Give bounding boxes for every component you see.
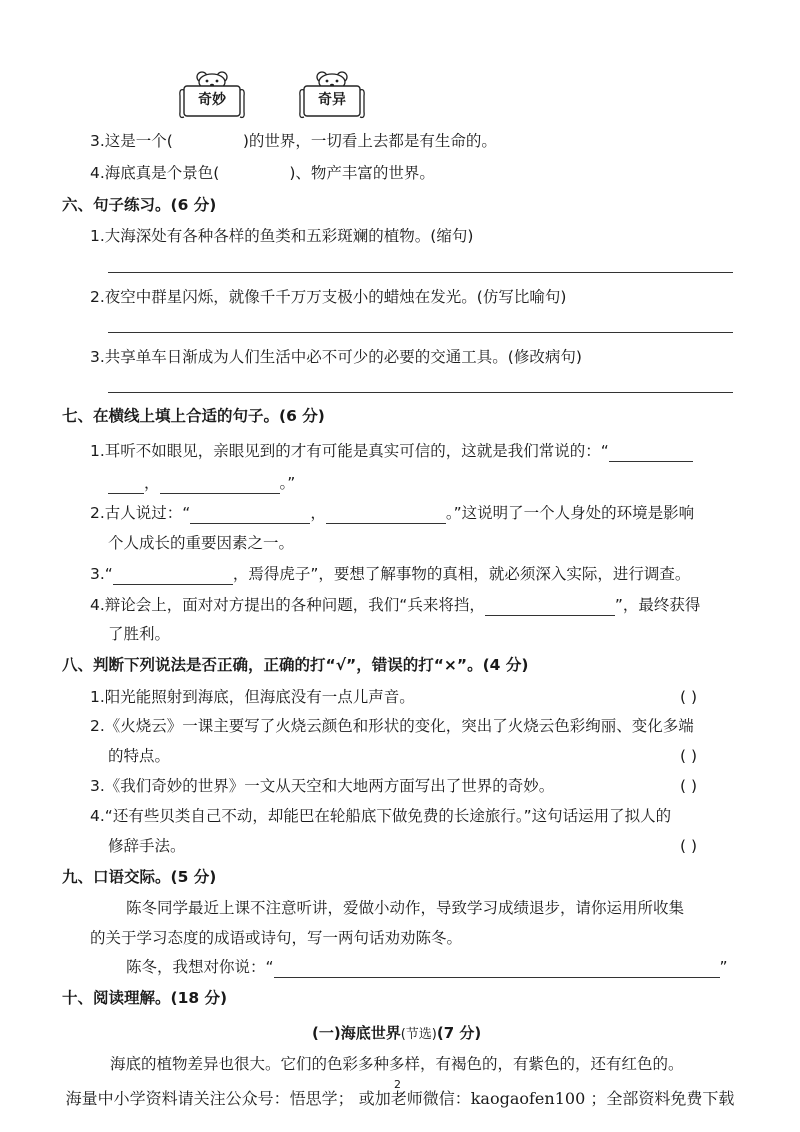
sec8-q4a: 4.“还有些贝类自己不动，却能巴在轮船底下做免费的长途旅行。”这句话运用了拟人的 <box>90 807 672 825</box>
q5-item-3: 3.这是一个( )的世界，一切看上去都是有生命的。 <box>90 132 497 150</box>
fill-blank[interactable] <box>485 597 615 616</box>
word-card-1 <box>178 68 246 120</box>
footer-banner: 海量中小学资料请关注公众号：悟思学； 或加老师微信：kaogaofen100 ；全部资料免费下载 <box>65 1089 735 1108</box>
sec7-q2a: 2.古人说过：“ ， 。”这说明了一个人身处的环境是影响 <box>90 504 695 522</box>
sec7-q4a: 4.辩论会上，面对对方提出的各种问题，我们“兵来将挡， ”，最终获得 <box>90 596 701 614</box>
sec8-q2b: 的特点。 <box>108 747 171 765</box>
fill-blank[interactable] <box>113 566 233 585</box>
page-number: 2 <box>394 1078 401 1091</box>
answer-line[interactable] <box>108 332 733 333</box>
sec6-item-3: 3.共享单车日渐成为人们生活中必不可少的必要的交通工具。(修改病句) <box>90 348 582 366</box>
sec8-q2a: 2.《火烧云》一课主要写了火烧云颜色和形状的变化，突出了火烧云色彩绚丽、变化多端 <box>90 717 694 735</box>
answer-line[interactable] <box>108 272 733 273</box>
sec7-q4b: 了胜利。 <box>108 625 171 643</box>
reading-subtitle: (一)海底世界(节选)(7 分) <box>312 1024 482 1042</box>
reading-paragraph: 海底的植物差异也很大。它们的色彩多种多样，有褐色的，有紫色的，还有红色的。 <box>110 1055 684 1073</box>
section-6-title: 六、句子练习。(6 分) <box>62 196 217 214</box>
answer-line[interactable] <box>108 392 733 393</box>
sec8-q3: 3.《我们奇妙的世界》一文从天空和大地两方面写出了世界的奇妙。 <box>90 777 555 795</box>
sec8-q4b: 修辞手法。 <box>108 837 186 855</box>
section-10-title: 十、阅读理解。(18 分) <box>62 989 228 1007</box>
fill-blank[interactable] <box>108 475 144 494</box>
section-7-title: 七、在横线上填上合适的句子。(6 分) <box>62 407 325 425</box>
sec7-q1a: 1.耳听不如眼见，亲眼见到的才有可能是真实可信的，这就是我们常说的：“ <box>90 440 693 462</box>
sec8-q1: 1.阳光能照射到海底，但海底没有一点儿声音。 <box>90 688 415 706</box>
answer-paren[interactable]: ( ) <box>680 777 698 795</box>
sec9-paragraph-3: 陈冬，我想对你说：“ ” <box>126 958 728 976</box>
sec6-item-2: 2.夜空中群星闪烁，就像千千万万支极小的蜡烛在发光。(仿写比喻句) <box>90 288 567 306</box>
sec6-item-1: 1.大海深处有各种各样的鱼类和五彩斑斓的植物。(缩句) <box>90 227 474 245</box>
word-card-2 <box>298 68 366 120</box>
sec9-paragraph-2: 的关于学习态度的成语或诗句，写一两句话劝劝陈冬。 <box>90 929 463 947</box>
word-card-text: 奇妙 <box>198 92 226 108</box>
sec7-q2b: 个人成长的重要因素之一。 <box>108 534 295 552</box>
section-8-title: 八、判断下列说法是否正确，正确的打“√”，错误的打“×”。(4 分) <box>62 656 529 674</box>
section-9-title: 九、口语交际。(5 分) <box>62 868 217 886</box>
answer-paren[interactable]: ( ) <box>680 688 698 706</box>
fill-blank[interactable] <box>190 505 310 524</box>
q5-item-4: 4.海底真是个景色( )、物产丰富的世界。 <box>90 164 435 182</box>
fill-blank[interactable] <box>609 443 693 462</box>
fill-blank[interactable] <box>160 475 280 494</box>
answer-paren[interactable]: ( ) <box>680 837 698 855</box>
sec7-q3: 3.“ ，焉得虎子”，要想了解事物的真相，就必须深入实际，进行调查。 <box>90 565 691 583</box>
fill-blank[interactable] <box>274 959 720 978</box>
word-card-text: 奇异 <box>318 92 346 108</box>
answer-paren[interactable]: ( ) <box>680 747 698 765</box>
sec7-q1b: ， 。” <box>108 472 295 494</box>
sec9-paragraph-1: 陈冬同学最近上课不注意听讲，爱做小动作，导致学习成绩退步，请你运用所收集 <box>126 899 685 917</box>
fill-blank[interactable] <box>326 505 446 524</box>
